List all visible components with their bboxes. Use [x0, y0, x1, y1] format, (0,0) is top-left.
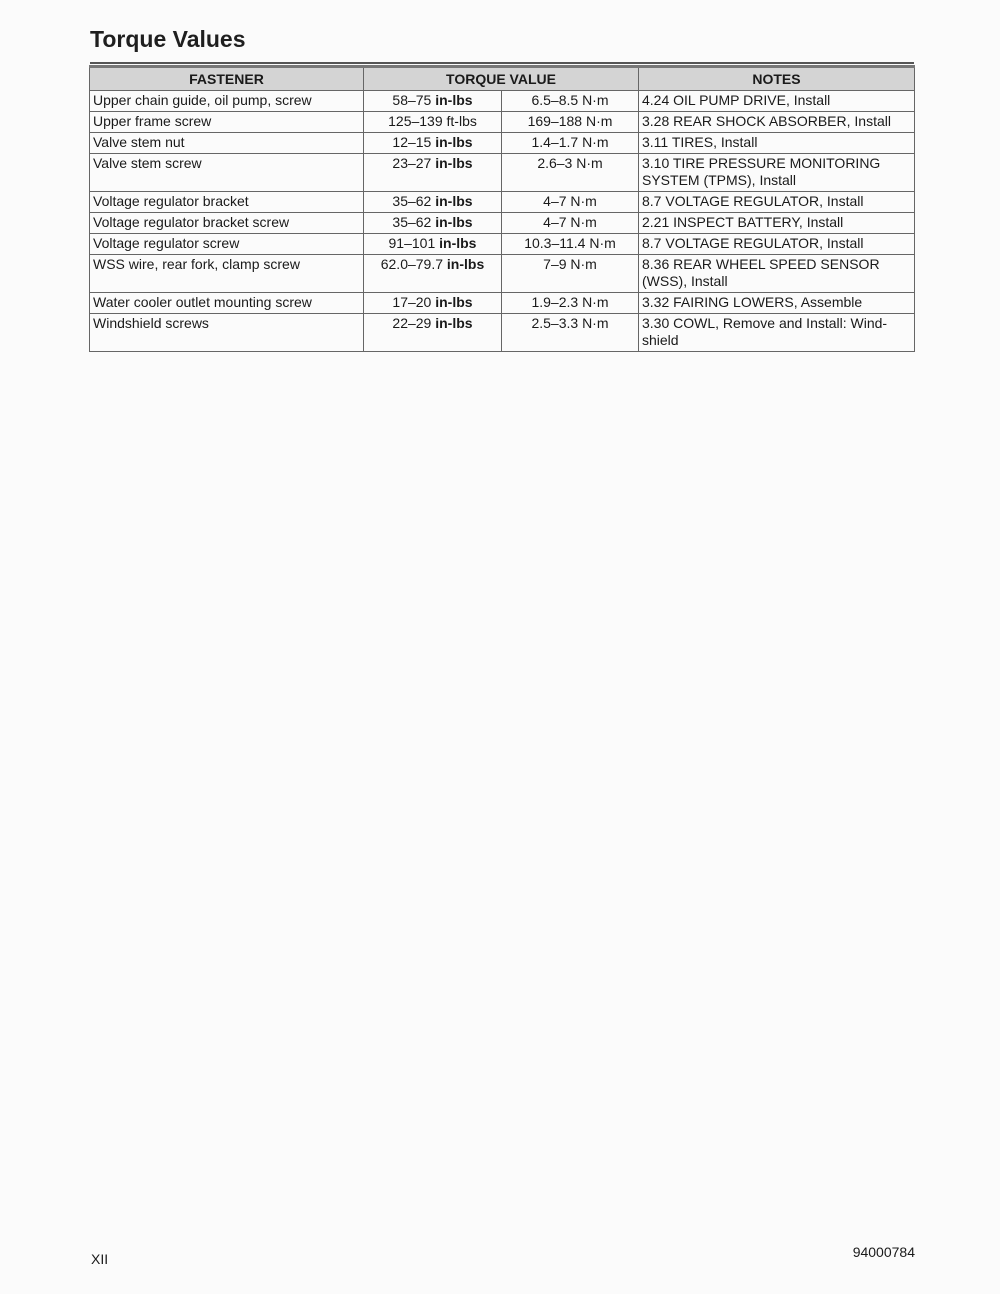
table-row — [90, 91, 915, 112]
table-row — [90, 192, 915, 213]
notes-cell: 8.7 VOLTAGE REGULATOR, Install — [639, 234, 915, 255]
document-number: 94000784 — [852, 1244, 915, 1260]
torque-metric-cell: 1.4–1.7 N·m — [502, 133, 639, 154]
torque-imperial-value: 12–15 — [392, 134, 432, 150]
torque-metric-cell: 1.9–2.3 N·m — [502, 293, 639, 314]
notes-cell: 3.32 FAIRING LOWERS, Assemble — [639, 293, 915, 314]
table-header-row — [90, 67, 915, 91]
fastener-cell: Voltage regulator screw — [90, 234, 364, 255]
torque-imperial-cell — [364, 91, 502, 112]
notes-cell: 3.30 COWL, Remove and Install: Wind-shield — [639, 314, 915, 352]
table-body — [90, 91, 915, 352]
torque-metric-cell: 6.5–8.5 N·m — [502, 91, 639, 112]
table-row — [90, 112, 915, 133]
torque-imperial-value: 91–101 — [388, 235, 436, 251]
torque-imperial-unit: in-lbs — [435, 134, 473, 150]
torque-metric-cell: 4–7 N·m — [502, 192, 639, 213]
table-row — [90, 255, 915, 293]
fastener-cell: Windshield screws — [90, 314, 364, 352]
torque-imperial-unit: in-lbs — [446, 256, 485, 272]
torque-imperial-unit: in-lbs — [435, 315, 473, 331]
table-row — [90, 314, 915, 352]
notes-cell: 3.11 TIRES, Install — [639, 133, 915, 154]
torque-imperial-value: 58–75 — [392, 92, 432, 108]
notes-cell: 8.7 VOLTAGE REGULATOR, Install — [639, 192, 915, 213]
page-number: XII — [91, 1251, 109, 1267]
notes-cell: 3.28 REAR SHOCK ABSORBER, Install — [639, 112, 915, 133]
torque-metric-cell: 7–9 N·m — [502, 255, 639, 293]
table-row — [90, 293, 915, 314]
torque-imperial-unit: in-lbs — [435, 155, 473, 171]
fastener-cell: Upper chain guide, oil pump, screw — [90, 91, 364, 112]
title-rule — [90, 62, 914, 64]
torque-imperial-cell — [364, 112, 502, 133]
notes-cell: 4.24 OIL PUMP DRIVE, Install — [639, 91, 915, 112]
torque-imperial-cell — [364, 213, 502, 234]
torque-imperial-cell — [364, 192, 502, 213]
notes-cell: 2.21 INSPECT BATTERY, Install — [639, 213, 915, 234]
torque-imperial-cell — [364, 154, 502, 192]
torque-imperial-unit: in-lbs — [435, 214, 473, 230]
torque-imperial-value: 35–62 — [392, 214, 432, 230]
table-row — [90, 154, 915, 192]
torque-metric-cell: 2.5–3.3 N·m — [502, 314, 639, 352]
fastener-cell: WSS wire, rear fork, clamp screw — [90, 255, 364, 293]
fastener-cell: Upper frame screw — [90, 112, 364, 133]
fastener-cell: Water cooler outlet mounting screw — [90, 293, 364, 314]
torque-values-table — [89, 65, 915, 352]
table-row — [90, 234, 915, 255]
fastener-cell: Voltage regulator bracket screw — [90, 213, 364, 234]
torque-imperial-value: 22–29 — [392, 315, 432, 331]
table-row — [90, 133, 915, 154]
fastener-cell: Valve stem nut — [90, 133, 364, 154]
torque-metric-cell: 10.3–11.4 N·m — [502, 234, 639, 255]
torque-imperial-cell — [364, 314, 502, 352]
header-notes: NOTES — [639, 67, 915, 91]
torque-imperial-cell — [364, 293, 502, 314]
header-fastener: FASTENER — [90, 67, 364, 91]
torque-imperial-unit: in-lbs — [435, 92, 473, 108]
fastener-cell: Voltage regulator bracket — [90, 192, 364, 213]
torque-imperial-unit: in-lbs — [435, 294, 473, 310]
torque-imperial-unit: in-lbs — [439, 235, 477, 251]
torque-imperial-value: 17–20 — [392, 294, 432, 310]
torque-metric-cell: 169–188 N·m — [502, 112, 639, 133]
torque-imperial-value: 125–139 — [388, 113, 443, 129]
torque-imperial-cell — [364, 255, 502, 293]
notes-cell: 8.36 REAR WHEEL SPEED SENSOR (WSS), Install — [639, 255, 915, 293]
notes-cell: 3.10 TIRE PRESSURE MONITORING SYSTEM (TPMS), Install — [639, 154, 915, 192]
page-title: Torque Values — [90, 26, 246, 52]
table-row — [90, 213, 915, 234]
torque-imperial-cell — [364, 234, 502, 255]
torque-metric-cell: 2.6–3 N·m — [502, 154, 639, 192]
fastener-cell: Valve stem screw — [90, 154, 364, 192]
header-torque-value: TORQUE VALUE — [364, 67, 639, 91]
torque-imperial-value: 35–62 — [392, 193, 432, 209]
torque-imperial-unit: in-lbs — [435, 193, 473, 209]
torque-metric-cell: 4–7 N·m — [502, 213, 639, 234]
torque-imperial-cell — [364, 133, 502, 154]
torque-imperial-value: 62.0–79.7 — [380, 256, 444, 272]
torque-imperial-unit: ft-lbs — [446, 113, 477, 129]
torque-imperial-value: 23–27 — [392, 155, 432, 171]
